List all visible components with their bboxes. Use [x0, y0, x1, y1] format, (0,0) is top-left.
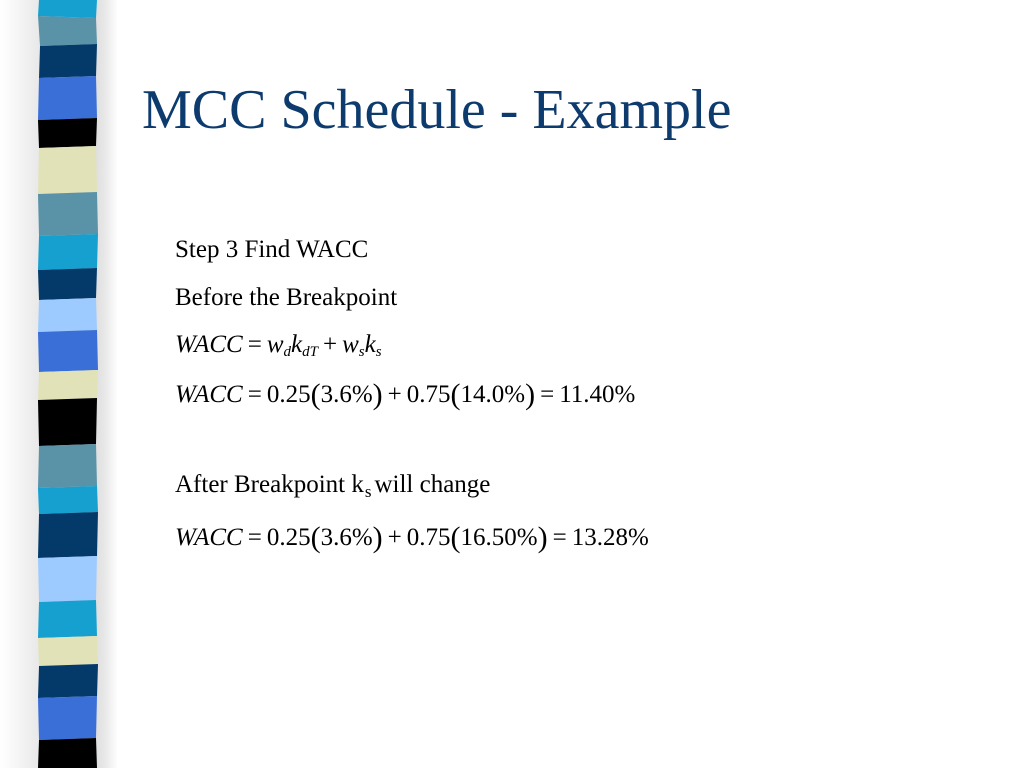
formula-equals: =: [247, 331, 262, 358]
calc-after-lhs: WACC: [175, 524, 243, 551]
calc-after-cost-equity: 16.50%: [460, 524, 538, 551]
calc-before-cost-equity: 14.0%: [460, 381, 526, 408]
after-breakpoint-heading: [175, 471, 491, 501]
formula-w-s: w: [342, 331, 359, 358]
before-breakpoint-heading: Before the Breakpoint: [175, 284, 398, 311]
formula-w-d: w: [266, 331, 284, 358]
calc-after-weight-debt: 0.25: [266, 524, 311, 551]
after-heading-prefix: After Breakpoint k: [175, 471, 364, 498]
formula-plus: +: [322, 331, 338, 358]
calc-before-close-paren-1: ): [372, 378, 383, 411]
wacc-calculation-before: [175, 378, 636, 411]
after-heading-suffix: will change: [374, 471, 491, 498]
calc-before-equals-2: =: [540, 381, 555, 408]
calc-after-cost-debt: 3.6%: [320, 524, 373, 551]
formula-k-s: k: [364, 331, 376, 358]
calc-before-equals: =: [247, 381, 262, 408]
calc-after-equals: =: [247, 524, 262, 551]
calc-before-plus: +: [387, 381, 402, 408]
formula-lhs: WACC: [175, 331, 243, 358]
slide-title: MCC Schedule - Example: [142, 79, 732, 141]
calc-after-result: 13.28%: [571, 524, 649, 551]
calc-after-open-paren-1: (: [310, 521, 321, 554]
calc-after-close-paren-1: ): [372, 521, 383, 554]
step-heading: Step 3 Find WACC: [175, 236, 369, 263]
decorative-color-stripe: [36, 0, 100, 768]
calc-before-close-paren-2: ): [525, 378, 536, 411]
calc-after-open-paren-2: (: [450, 521, 461, 554]
formula-w-s-subscript: s: [358, 344, 365, 360]
wacc-formula: [175, 331, 382, 360]
formula-k-dt-subscript: dT: [302, 344, 318, 360]
calc-before-weight-equity: 0.75: [406, 381, 451, 408]
calc-after-plus: +: [387, 524, 402, 551]
wacc-calculation-after: [175, 521, 649, 554]
calc-before-cost-debt: 3.6%: [320, 381, 373, 408]
formula-k-s-subscript: s: [375, 344, 382, 360]
calc-after-close-paren-2: ): [537, 521, 548, 554]
calc-before-weight-debt: 0.25: [266, 381, 311, 408]
calc-before-open-paren-1: (: [310, 378, 321, 411]
formula-w-d-subscript: d: [283, 344, 291, 360]
formula-k-dt: k: [291, 331, 303, 358]
calc-after-equals-2: =: [552, 524, 567, 551]
stripe-pattern: [36, 0, 100, 768]
calc-after-weight-equity: 0.75: [406, 524, 451, 551]
calc-before-open-paren-2: (: [450, 378, 461, 411]
calc-before-lhs: WACC: [175, 381, 243, 408]
after-heading-subscript: s: [364, 482, 372, 501]
calc-before-result: 11.40%: [559, 381, 636, 408]
